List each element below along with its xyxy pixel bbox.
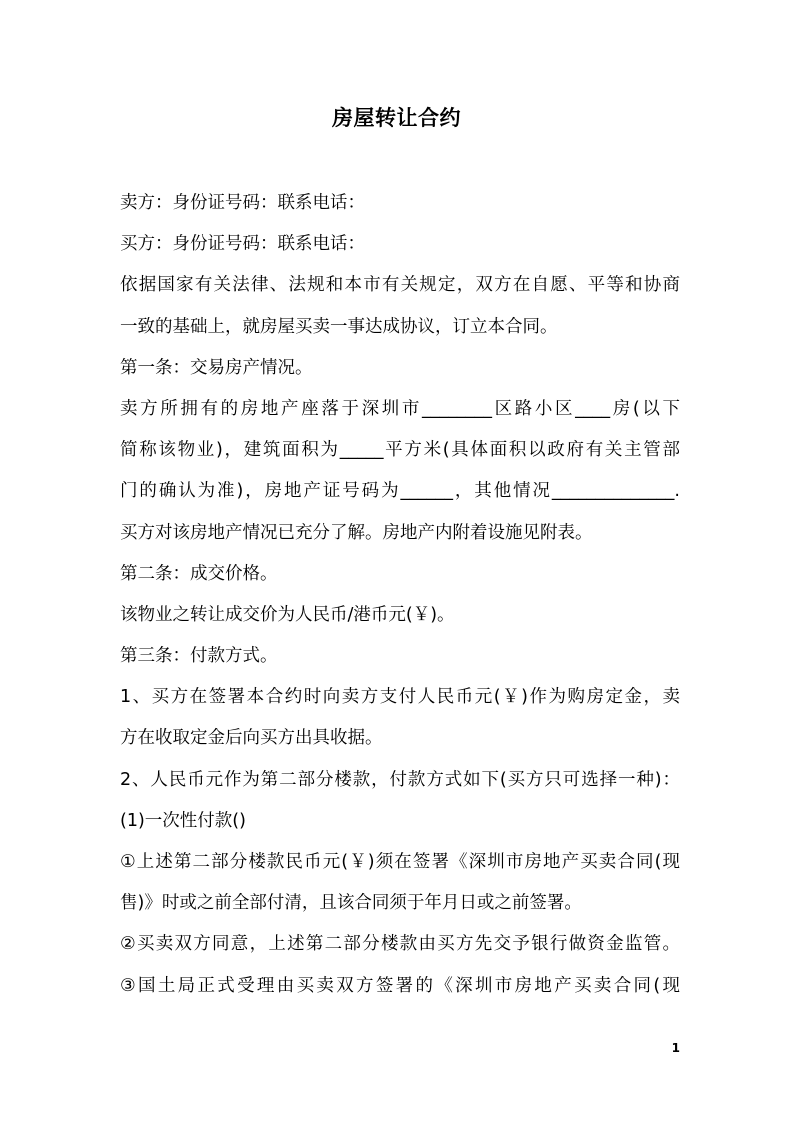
text-line-property-3: 门的确认为准)，房地产证号码为______，其他情况______________. bbox=[120, 481, 680, 502]
document-title: 房屋转让合约 bbox=[332, 106, 461, 130]
text-line-preamble-1: 依据国家有关法律、法规和本市有关规定，双方在自愿、平等和协商 bbox=[120, 275, 680, 296]
article-3-heading: 第三条：付款方式。 bbox=[120, 646, 278, 667]
text-line-payment-4: (1)一次性付款() bbox=[120, 810, 246, 831]
text-line-payment-5: ①上述第二部分楼款民币元(￥)须在签署《深圳市房地产买卖合同(现 bbox=[120, 852, 680, 872]
document-body bbox=[120, 183, 680, 1007]
article-1-heading: 第一条：交易房产情况。 bbox=[120, 357, 313, 378]
text-line-preamble-2: 一致的基础上，就房屋买卖一事达成协议，订立本合同。 bbox=[120, 316, 558, 337]
text-line-property-1: 卖方所拥有的房地产座落于深圳市________区路小区____房(以下 bbox=[120, 398, 680, 419]
text-line-payment-3: 2、人民币元作为第二部分楼款，付款方式如下(买方只可选择一种)： bbox=[120, 769, 680, 790]
text-line-payment-7: ②买卖双方同意，上述第二部分楼款由买方先交予银行做资金监管。 bbox=[120, 934, 680, 955]
text-line-property-4: 买方对该房地产情况已充分了解。房地产内附着设施见附表。 bbox=[120, 522, 593, 543]
text-line-buyer: 买方：身份证号码：联系电话： bbox=[120, 234, 365, 255]
text-line-payment-8: ③国土局正式受理由买卖双方签署的《深圳市房地产买卖合同(现 bbox=[120, 975, 680, 996]
article-2-heading: 第二条：成交价格。 bbox=[120, 563, 278, 584]
text-line-payment-6: 售)》时或之前全部付清，且该合同须于年月日或之前签署。 bbox=[120, 893, 582, 914]
text-line-payment-2: 方在收取定金后向买方出具收据。 bbox=[120, 728, 383, 749]
text-line-seller: 卖方：身份证号码：联系电话： bbox=[120, 193, 365, 213]
page-number: 1 bbox=[671, 1041, 680, 1055]
text-line-price: 该物业之转让成交价为人民币/港币元(￥)。 bbox=[120, 604, 455, 625]
text-line-payment-1: 1、买方在签署本合约时向卖方支付人民币元(￥)作为购房定金，卖 bbox=[120, 687, 680, 708]
text-line-property-2: 简称该物业)，建筑面积为_____平方米(具体面积以政府有关主管部 bbox=[120, 440, 680, 461]
